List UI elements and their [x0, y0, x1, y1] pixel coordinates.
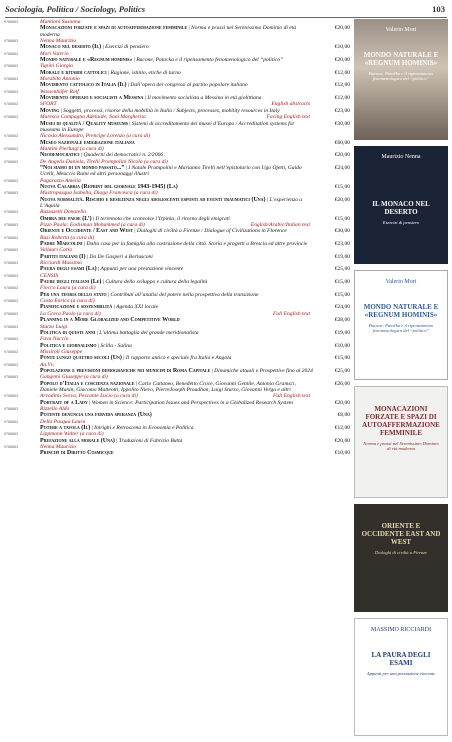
entry-price: €20,00 [334, 196, 350, 203]
book-cover [354, 270, 448, 380]
entry-author: SFORT English abstracts [40, 101, 310, 108]
entry-title-line: Prefazione alla morale (Una) | Traduzioni di Fabrizio Buttà €20,00 [4, 438, 350, 444]
catalog-entry [4, 393, 350, 406]
entry-author: Fiocco Laura (a cura di) [40, 285, 96, 292]
isbn-prefix: 9788863 [4, 134, 18, 139]
entry-author: Sturzo Luigi [40, 323, 68, 330]
entry-subtitle: Soggetti, processi, risorse della mobilità in Italia / Subjects, processes, mobility resources in Italy [63, 107, 280, 114]
entry-price: €15,00 [334, 215, 350, 222]
isbn-suffix [0, 381, 1, 387]
entry-subtitle: Ragione, istinto, etiche di turno [110, 69, 181, 76]
isbn-prefix: 9788863 [4, 20, 18, 24]
isbn-suffix [0, 343, 1, 349]
catalog-entry [4, 159, 350, 178]
entry-author: Gangemi Giuseppe (a cura di) [40, 374, 108, 381]
entry-subtitle: L’ultima battaglia del grande meridionalista [99, 329, 199, 336]
entry-note: Full English text [273, 310, 310, 317]
entry-price: €24,00 [334, 164, 350, 171]
book-cover [354, 146, 448, 264]
entry-note: English/Arabic/Italian text [250, 222, 310, 228]
isbn-prefix: 9788863 [4, 39, 18, 44]
isbn-suffix [0, 279, 1, 285]
cover-subtitle: Appunti per una prestazione vincente [366, 671, 436, 676]
entry-price: €25,00 [334, 367, 350, 374]
cover-title: MONDO NATURALE E «REGNUM HOMINIS» [363, 303, 439, 319]
isbn-suffix [0, 355, 1, 361]
entry-title: Popolo d’Italia e coscienza nazionale [40, 380, 135, 387]
entry-title: Politica e giornalismo [40, 342, 97, 349]
entry-title-line: Monaco nel deserto (Il) | Esercizi di pensiero €10,00 [4, 44, 350, 50]
entry-author: Mastropasqua Isabella, Diaga Francesca (a cura di) [40, 190, 158, 197]
entry-title-line: Paura degli esami (La) | Appunti per una prestazione vincente €25,00 [4, 266, 350, 272]
catalog-entry [4, 298, 350, 311]
entry-subtitle: Norma e prassi nel Serenissimo Dominio di età moderna [40, 25, 297, 38]
entry-price: €23,00 [334, 107, 350, 114]
entry-title-line [4, 450, 350, 456]
entry-title-line: Oriente e Occidente / East and West | Dialoghi di civiltà a Firenze / Dialogue of Civilizations in Florence €30,00 [4, 228, 350, 234]
entry-price: €20,00 [334, 152, 350, 159]
entry-subtitle: Women in Science: Participation Issues and Perspectives in a Globalized Research System [91, 399, 293, 406]
cover-column [354, 19, 448, 742]
entry-title: Partiti italiani (I) [40, 253, 86, 260]
entry-author: Nicosia Alessandro, Prencipe Lorenzo (a cura di) [40, 133, 151, 140]
catalog-entry [4, 311, 350, 324]
entry-subtitle: Sistemi di accreditamento dei musei d’Europa / Accreditation systems for museums in Europe [40, 120, 295, 133]
entry-price: €24,00 [334, 304, 350, 311]
entry-author: Nenna Maurizio [40, 444, 77, 451]
cover-author: Valerio Mori [385, 279, 417, 285]
catalog-entry [4, 114, 350, 133]
isbn-suffix [0, 140, 1, 146]
entry-title-line: Mondo naturale e «Regnum hominis» | Bacone, Patocka e il ripensamento fenomenologico del “politico” €20,00 [4, 57, 350, 63]
isbn-prefix: 9788863 [4, 337, 18, 342]
book-cover [354, 19, 448, 140]
catalog-entry [4, 209, 350, 222]
catalog-entry [4, 38, 350, 51]
isbn-suffix [0, 368, 1, 374]
isbn-suffix [0, 425, 1, 431]
isbn-suffix [0, 400, 1, 406]
isbn-prefix: 9788863 [4, 223, 18, 227]
isbn-suffix [0, 197, 1, 203]
catalog-entry [4, 146, 350, 159]
entry-subtitle: L’esperienza a L’Aquila [40, 196, 303, 209]
entry-price: €10,00 [334, 44, 350, 51]
isbn-suffix [0, 95, 1, 101]
entry-title-line: Nuova normalità. Rischio e resilienza negli adolescenti esposti ad eventi traumatici (Una) | L’esperienza a L’Aquila €20,00 [4, 197, 350, 210]
entry-title-line: Portrait of a Lady | Women in Science: Participation Issues and Perspectives in a Globalized Research System €20,00 [4, 400, 350, 406]
entry-price: €25,00 [334, 266, 350, 273]
isbn-prefix: 9788863 [4, 406, 18, 411]
isbn-prefix: 9788863 [4, 178, 18, 183]
entry-title: “Noi siamo di un mondo passato...” [40, 164, 125, 171]
catalog-entry [4, 260, 350, 273]
entry-title: Morale e ritardi cattolici [40, 69, 107, 76]
catalog-entry [4, 178, 350, 191]
isbn-prefix: 9788863 [4, 51, 18, 56]
entry-title-line: Monacazioni forzate e spazi di autoaffermazione femminile | Norma e prassi nel Serenissimo Dominio di età moderna €20,00 [4, 25, 350, 38]
cover-author: Valerio Mori [385, 27, 417, 33]
entry-subtitle: Dall’opera dei congressi al partito popolare italiano [130, 82, 248, 89]
isbn-suffix [0, 292, 1, 298]
entry-price: €15,00 [334, 183, 350, 190]
catalog-entry [4, 19, 350, 38]
entry-title: Planning in a More Globalized and Competitive World [40, 317, 180, 324]
cover-subtitle: Bacone, Patočka e il ripensamento fenomenologico del “politico” [368, 323, 434, 334]
isbn-prefix: 9788863 [4, 89, 18, 94]
entry-price: €60,00 [334, 139, 350, 146]
entry-title: Movimento operaio e socialisti a Messina [40, 95, 144, 102]
isbn-prefix: 9788863 [4, 299, 18, 304]
entry-title: Per una teoria dello stato [40, 291, 107, 298]
catalog-entry [4, 101, 350, 114]
entry-author: Rizzello Aldo [40, 405, 70, 412]
entry-title: Popolazione e previsioni demografiche nei municipi di Roma Capitale [40, 367, 211, 374]
entry-author: Vallauri Carlo [40, 247, 73, 254]
isbn-suffix [0, 330, 1, 336]
entry-title-line: Potere a tavola (Il) | Intrighi e Retroscena in Economia e Politica €12,00 [4, 425, 350, 431]
entry-title-line: Paure degli italiani (Le) | Cultura dello sviluppo e cultura della legalità €15,00 [4, 279, 350, 285]
entry-author: Tupini Giorgio [40, 63, 73, 70]
entry-subtitle: Il movimento socialista a Messina in età giolittiana [147, 95, 262, 102]
entry-author: Morabito Antonio [40, 76, 80, 83]
entry-price: €20,00 [334, 437, 350, 444]
isbn-suffix [0, 412, 1, 418]
catalog-entry [4, 247, 350, 260]
isbn-suffix [0, 216, 1, 222]
isbn-prefix: 9788863 [4, 77, 18, 82]
catalog-entry [4, 222, 350, 235]
isbn-suffix [0, 44, 1, 50]
entry-price: €28,00 [334, 317, 350, 324]
entry-author: Costa Enrico (a cura di) [40, 298, 95, 305]
entry-title: Principi di Diritto Cosmicque [40, 450, 114, 457]
entry-subtitle: Esercizi di pensiero [105, 44, 149, 51]
entry-author: Nenna Maurizio [40, 38, 77, 45]
entry-title: Paura degli esami (La) [40, 266, 97, 273]
catalog-entry [4, 133, 350, 146]
entry-title: Monaco nel deserto (Il) [40, 44, 102, 51]
catalog-entry [4, 235, 350, 248]
isbn-prefix: 9788863 [4, 146, 18, 151]
isbn-prefix: 9788863 [4, 210, 18, 215]
entry-title: Oriente e Occidente / East and West [40, 228, 134, 235]
entry-subtitle: Agenda XXI locale [116, 304, 159, 311]
isbn-suffix [0, 254, 1, 260]
catalog-entry [4, 273, 350, 286]
entry-title-line: Politica e giornalismo | Scilla - Salina €10,00 [4, 343, 350, 349]
entry-price: €26,00 [334, 380, 350, 387]
entry-title-line: Neodemocratici | Quaderni dei democratici n. 2/2006 €20,00 [4, 152, 350, 158]
entry-author: Busi Roberta (a cura di) [40, 234, 95, 241]
book-cover [354, 504, 448, 612]
entry-title: Moving [40, 107, 60, 114]
isbn-suffix [0, 184, 1, 190]
isbn-prefix: 9788863 [4, 324, 18, 329]
entry-price: €12,00 [334, 95, 350, 102]
cover-author: Maurizio Nenna [381, 154, 421, 160]
isbn-prefix: 9788863 [4, 432, 18, 437]
entry-title-line: Per una teoria dello stato | Contributi all’analisi del potere nella prospettiva della transizione €15,00 [4, 292, 350, 298]
isbn-suffix [0, 57, 1, 63]
entry-title: Paure degli italiani (Le) [40, 279, 102, 286]
entry-title: Musei di qualità / Quality museums [40, 120, 128, 127]
isbn-prefix: 9788863 [4, 115, 18, 120]
entry-price: €20,00 [334, 399, 350, 406]
isbn-suffix [0, 108, 1, 114]
isbn-suffix [0, 304, 1, 310]
entry-price: €10,00 [334, 450, 350, 457]
cover-author: MASSIMO RICCIARDI [370, 627, 432, 633]
isbn-suffix [0, 450, 1, 456]
entry-subtitle: Quaderni dei democratici n. 2/2006 [83, 152, 164, 159]
entry-title: Ombra dee paese (L’) [40, 215, 92, 222]
entry-title: Pianificazione e sostenibilità [40, 304, 113, 311]
entry-subtitle: Appunti per una prestazione vincente [100, 266, 184, 273]
entry-author: Mantini Pierluigi (a cura di) [40, 145, 104, 152]
entry-title-line: Movimento cattolico in Italia (Il) | Dall’opera dei congressi al partito popolare italiano €12,00 [4, 82, 350, 88]
entry-price: €12,00 [334, 69, 350, 76]
entry-subtitle: Cultura dello sviluppo e cultura della legalità [105, 279, 208, 286]
entry-title-line: “Noi siamo di un mondo passato...” | I Natale Prampolini e Marianno Tirelli nell’epistolario con Ugo Ojetti, Guido Ucelli, Meuccio Ruini ed altri personaggi illustri €24,00 [4, 165, 350, 178]
entry-subtitle: I Natale Prampolini e Marianno Tirelli nell’epistolario con Ugo Ojetti, Guido Ucelli, Meuccio Ruini ed altri personaggi illustri [40, 164, 302, 178]
entry-author: Missiroli Giuseppe [40, 348, 83, 355]
entry-title: Potere a tavola (Il) [40, 425, 91, 431]
entry-author: Buzzazetti Donatella [40, 209, 87, 216]
entry-title-line: Musei di qualità / Quality museums | Sistemi di accreditamento dei musei d’Europa / Accreditation systems for museums in Europe €30,00 [4, 121, 350, 134]
entry-title-line: Pianificazione e sostenibilità | Agenda XXI locale €24,00 [4, 304, 350, 310]
entry-title-line: Politica di questi anni | L’ultima battaglia del grande meridionalista €19,00 [4, 330, 350, 336]
cover-subtitle: Dialoghi di civiltà a Firenze [374, 550, 428, 555]
catalog-entry [4, 51, 350, 64]
entry-title: Monacazioni forzate e spazi di autoaffermazione femminile [40, 25, 188, 32]
isbn-suffix [0, 228, 1, 234]
entry-subtitle: Scilla - Salina [100, 342, 132, 349]
entry-price: €15,00 [334, 291, 350, 298]
catalog-entry [4, 349, 350, 362]
isbn-prefix: 9788863 [4, 273, 18, 278]
entry-note: English abstracts [271, 101, 310, 108]
entry-subtitle: Traduzioni di Fabrizio Buttà [118, 437, 183, 444]
catalog-entry [4, 431, 350, 444]
entry-subtitle: Dalla casa per la famiglia alla costruzione della città. Storia e progetti a Brescia ed altre provincie [86, 241, 308, 248]
catalog-entry [4, 374, 350, 393]
catalog-entry [4, 324, 350, 337]
entry-title-line: Popolazione e previsioni demografiche nei municipi di Roma Capitale | Dinamiche attuali e Prospettive fino al 2024 €25,00 [4, 368, 350, 374]
catalog-entry [4, 362, 350, 375]
isbn-suffix [0, 25, 1, 31]
entry-author: Wassenhöfer Rolf [40, 88, 79, 95]
catalog-entry [4, 419, 350, 432]
entry-title-line: Ponte lungo quattro secoli (Un) | Il rapporto antico e speciale fra Italia e Angola €15,00 [4, 355, 350, 361]
entry-author: Arvadinis Sveva, Pescante Lucio (a cura di) Full English text [40, 393, 310, 400]
cover-title: LA PAURA DEGLI ESAMI [371, 651, 431, 667]
entry-author: Pagarazzo Amelia [40, 177, 81, 184]
entry-author: Maresca Compagna Adelaide; Sani Margherita Facing English text [40, 114, 310, 121]
entry-price: €12,00 [334, 425, 350, 431]
entry-title-line: Movimento operaio e socialisti a Messina | Il movimento socialista a Messina in età giolittiana €12,00 [4, 95, 350, 101]
isbn-prefix: 9788863 [4, 286, 18, 291]
entry-title: Mondo naturale e «Regnum hominis» [40, 57, 133, 64]
isbn-prefix: 9788863 [4, 261, 18, 266]
entry-author: Pizzo Paola; Eodisman Mohammed (a cura di) English/Arabic/Italian text [40, 222, 310, 228]
catalog-entry [4, 76, 350, 89]
cover-title: ORIENTE E OCCIDENTE EAST AND WEST [361, 522, 441, 546]
isbn-prefix: 9788863 [4, 362, 18, 367]
entry-title: Politica di questi anni [40, 329, 96, 336]
entry-title: Movimento cattolico in Italia (Il) [40, 82, 127, 89]
entry-price: €10,00 [334, 342, 350, 349]
entry-title: Nuova Calabria (Reprint del giornale 1943-1945) (La) [40, 183, 178, 190]
page-number: 103 [432, 4, 445, 14]
entry-author: Lippmann Walter (a cura di) [40, 431, 104, 438]
catalog-list [4, 19, 350, 457]
cover-title: MONDO NATURALE E «REGNUM HOMINIS» [363, 51, 439, 67]
entry-title: Portrait of a Lady [40, 399, 88, 406]
section-title: Sociologia, Politica / Sociology, Politics [5, 4, 146, 14]
isbn-prefix: 9788863 [4, 235, 18, 240]
entry-title-line: Moving | Soggetti, processi, risorse della mobilità in Italia / Subjects, processes, mobility resources in Italy €23,00 [4, 108, 350, 114]
entry-title: Nuova normalità. Rischio e resilienza negli adolescenti esposti ad eventi traumatici (Una) [40, 196, 266, 203]
entry-title-line: Morale e ritardi cattolici | Ragione, istinto, etiche di turno €12,00 [4, 70, 350, 76]
entry-title: Ponte lungo quattro secoli (Un) [40, 355, 122, 362]
entry-author: Fava Nuccio [40, 336, 69, 343]
cover-subtitle: Esercizi di pensiero [382, 220, 420, 225]
catalog-entry [4, 63, 350, 76]
catalog-entry [4, 336, 350, 349]
isbn-suffix [0, 317, 1, 323]
isbn-suffix [0, 165, 1, 171]
catalog-entry [4, 190, 350, 209]
isbn-prefix: 9788863 [4, 64, 18, 69]
entry-price: €19,00 [334, 253, 350, 260]
entry-title-line: Ombra dee paese (L’) | Il terremoto che sconvolse l’Irpinia, il ritorno degli emigrati €15,00 [4, 216, 350, 222]
isbn-prefix: 9788863 [4, 311, 18, 316]
entry-subtitle: Carlo Cattaneo, Benedetto Croce, Giovanni Gentile, Antonio Gramsci, Daniele Manin, Giacomo Matteotti, Ippolito Nievo, PierreJoseph Proudhon, Luigi Sturzo, Giovanni Verga e altri [40, 380, 296, 393]
entry-subtitle: Contributi all’analisi del potere nella prospettiva della transizione [110, 291, 259, 298]
entry-author: Mori Valerio [40, 50, 69, 57]
isbn-prefix: 9788863 [4, 445, 18, 450]
cover-subtitle: Norma e prassi nel Serenissimo Dominio di età moderna [363, 441, 439, 452]
isbn-suffix [0, 82, 1, 88]
entry-subtitle: Bacone, Patocka e il ripensamento fenomenologico del “politico” [136, 57, 284, 64]
entry-title-line: Padre Marcolini | Dalla casa per la famiglia alla costruzione della città. Storia e progetti a Brescia ed altre provincie €23,00 [4, 241, 350, 247]
isbn-suffix [0, 121, 1, 127]
entry-title: Prefazione alla morale (Una) [40, 437, 115, 444]
book-cover [354, 618, 448, 736]
entry-title: Neodemocratici [40, 152, 80, 159]
page-header [5, 4, 447, 18]
isbn-prefix: 9788863 [4, 349, 18, 354]
entry-note: Facing English text [266, 114, 310, 121]
isbn-prefix: 9788863 [4, 102, 18, 107]
isbn-suffix [0, 438, 1, 444]
entry-price: €8,00 [337, 412, 350, 419]
isbn-prefix: 9788863 [4, 419, 18, 424]
catalog-entry [4, 285, 350, 298]
catalog-entry [4, 444, 350, 457]
entry-subtitle: Intrighi e Retroscena in Economia e Politica [94, 425, 194, 431]
entry-price: €23,00 [334, 241, 350, 248]
entry-author: Aa.Vv. [40, 361, 55, 368]
entry-author: De Angelis Daniela, Tirelli Prampolini Nicola (a cura di) [40, 158, 168, 165]
book-cover [354, 386, 448, 498]
entry-author: Della Pasqua Laura [40, 418, 86, 425]
entry-subtitle: Il terremoto che sconvolse l’Irpinia, il ritorno degli emigrati [95, 215, 230, 222]
cover-title: IL MONACO NEL DESERTO [372, 200, 430, 216]
catalog-entry [4, 406, 350, 419]
entry-price: €20,00 [334, 25, 350, 32]
entry-title-line: Popolo d’Italia e coscienza nazionale | Carlo Cattaneo, Benedetto Croce, Giovanni Gentile, Antonio Gramsci, Daniele Manin, Giacomo Matteotti, Ippolito Nievo, PierreJoseph Proudhon, Luigi Sturzo, Giovanni Verga e altri €26,00 [4, 381, 350, 394]
entry-title-line: Partiti italiani (I) | Da De Gasperi a Berlusconi €19,00 [4, 254, 350, 260]
isbn-prefix: 9788863 [4, 159, 18, 164]
entry-author: La Greca Paolo (a cura di) Full English text [40, 310, 310, 317]
isbn-prefix: 9788863 [4, 375, 18, 380]
entry-price: €15,00 [334, 355, 350, 362]
isbn-prefix: 9788863 [4, 248, 18, 253]
entry-author: CENSIS [40, 272, 59, 279]
entry-subtitle: Dinamiche attuali e Prospettive fino al 2024 [214, 367, 313, 374]
entry-note: Full English text [273, 393, 310, 400]
entry-subtitle: Il rapporto antico e speciale fra Italia e Angola [125, 355, 232, 362]
entry-price: €30,00 [334, 228, 350, 235]
entry-price: €15,00 [334, 279, 350, 286]
entry-price: €12,00 [334, 82, 350, 89]
entry-title: Padre Marcolini [40, 241, 83, 248]
cover-title: MONACAZIONI FORZATE E SPAZI DI AUTOAFFERMAZIONE FEMMINILE [362, 405, 440, 437]
entry-price: €30,00 [334, 120, 350, 127]
entry-author: Mantioni Susanna [40, 19, 81, 25]
entry-price: €19,00 [334, 329, 350, 336]
isbn-suffix [0, 241, 1, 247]
isbn-suffix [0, 152, 1, 158]
catalog-entry [4, 89, 350, 102]
entry-title: Potente denuncia una fervida speranza (Una) [40, 412, 152, 419]
isbn-suffix [0, 266, 1, 272]
entry-price: €20,00 [334, 57, 350, 64]
isbn-prefix: 9788863 [4, 191, 18, 196]
entry-subtitle: Dialoghi di civiltà a Firenze / Dialogue of Civilizations in Florence [136, 228, 287, 235]
entry-title: Museo nazionale emigrazione italiana [40, 139, 135, 146]
isbn-suffix [0, 70, 1, 76]
isbn-prefix: 9788863 [4, 394, 18, 399]
entry-author: Ricciardi Massimo [40, 260, 82, 267]
cover-subtitle: Bacone, Patočka e il ripensamento fenomenologico del “politico” [368, 71, 434, 82]
entry-subtitle: Da De Gasperi a Berlusconi [89, 253, 153, 260]
